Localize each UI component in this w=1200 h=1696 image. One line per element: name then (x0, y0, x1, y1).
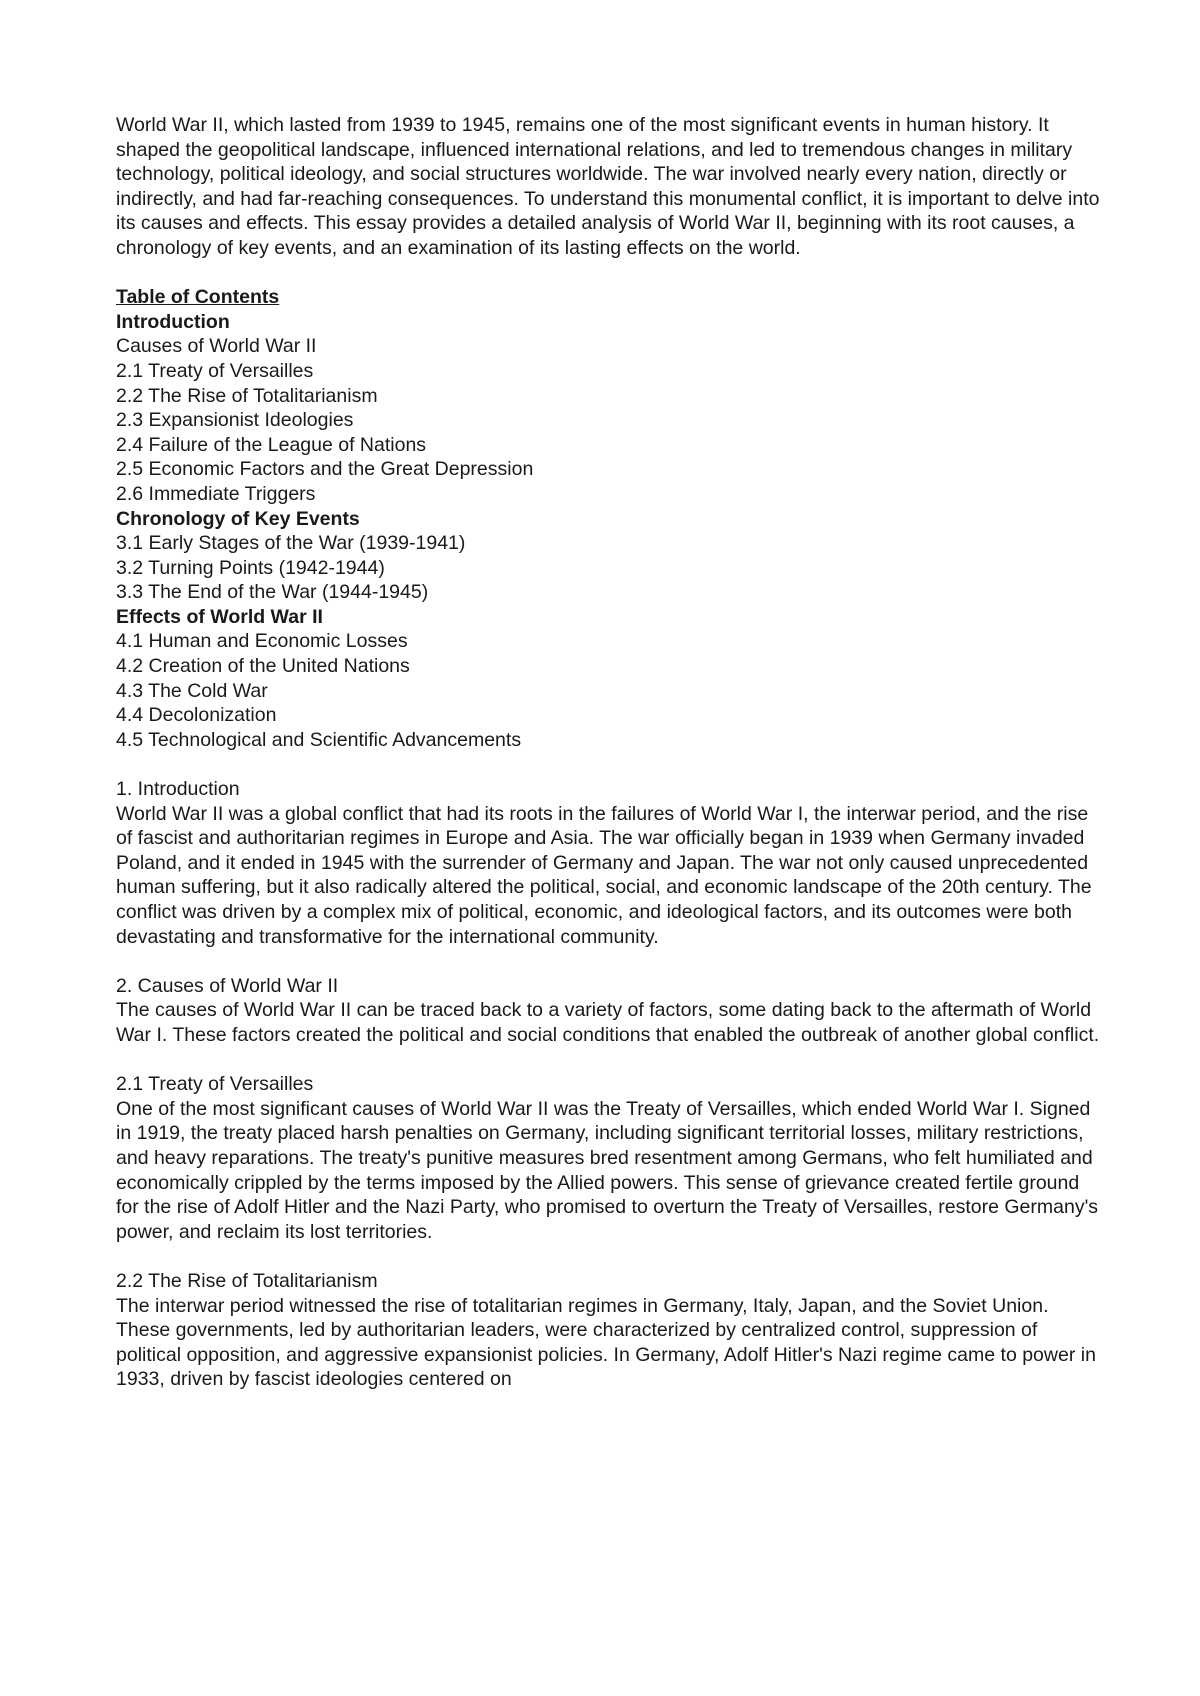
toc-item-4-2: 4.2 Creation of the United Nations (116, 655, 410, 678)
toc-item-2-3: 2.3 Expansionist Ideologies (116, 409, 354, 432)
section-heading-rise-of-totalitarianism: 2.2 The Rise of Totalitarianism (116, 1269, 378, 1292)
toc-item-causes: Causes of World War II (116, 335, 317, 358)
section-body-treaty-of-versailles: One of the most significant causes of World War II was the Treaty of Versailles, which ended World War I. Signed in 1919, the treaty placed harsh penalties on Germany, including significant territorial losses, military restrictions, and heavy reparations. The treaty's punitive measures bred resentment among Germans, who felt humiliated and economically crippled by the terms imposed by the Allied powers. This sense of grievance created fertile ground for the rise of Adolf Hitler and the Nazi Party, who promised to overturn the Treaty of Versailles, restore Germany's power, and reclaim its lost territories. (116, 1097, 1099, 1243)
toc-item-3-3: 3.3 The End of the War (1944-1945) (116, 581, 429, 604)
section-heading-introduction: 1. Introduction (116, 778, 240, 801)
toc-item-effects: Effects of World War II (116, 605, 323, 628)
section-heading-treaty-of-versailles: 2.1 Treaty of Versailles (116, 1073, 314, 1096)
table-of-contents (116, 285, 1101, 752)
document-page (116, 113, 1101, 1392)
toc-item-2-2: 2.2 The Rise of Totalitarianism (116, 384, 378, 407)
section-body-introduction: World War II was a global conflict that had its roots in the failures of World War I, the interwar period, and the rise of fascist and authoritarian regimes in Europe and Asia. The war officially began in 1939 when Germany invaded Poland, and it ended in 1945 with the surrender of Germany and Japan. The war not only caused unprecedented human suffering, but it also radically altered the political, social, and economic landscape of the 20th century. The conflict was driven by a complex mix of political, economic, and ideological factors, and its outcomes were both devastating and transformative for the international community. (116, 802, 1092, 948)
toc-item-4-1: 4.1 Human and Economic Losses (116, 630, 408, 653)
toc-heading: Table of Contents (116, 286, 280, 309)
toc-item-4-3: 4.3 The Cold War (116, 679, 268, 702)
toc-item-2-6: 2.6 Immediate Triggers (116, 482, 316, 505)
toc-item-introduction: Introduction (116, 310, 230, 333)
toc-item-4-5: 4.5 Technological and Scientific Advancements (116, 728, 522, 751)
toc-list (116, 310, 1101, 753)
toc-item-2-5: 2.5 Economic Factors and the Great Depression (116, 458, 534, 481)
toc-item-chronology: Chronology of Key Events (116, 507, 360, 530)
toc-item-3-1: 3.1 Early Stages of the War (1939-1941) (116, 532, 466, 555)
section-heading-causes: 2. Causes of World War II (116, 974, 339, 997)
toc-item-2-4: 2.4 Failure of the League of Nations (116, 433, 427, 456)
section-body-rise-of-totalitarianism: The interwar period witnessed the rise of totalitarian regimes in Germany, Italy, Japan, and the Soviet Union. These governments, led by authoritarian leaders, were characterized by centralized control, suppression of political opposition, and aggressive expansionist policies. In Germany, Adolf Hitler's Nazi regime came to power in 1933, driven by fascist ideologies centered on (116, 1294, 1096, 1391)
toc-item-3-2: 3.2 Turning Points (1942-1944) (116, 556, 385, 579)
section-body-causes: The causes of World War II can be traced back to a variety of factors, some dating back to the aftermath of World War I. These factors created the political and social conditions that enabled the outbreak of another global conflict. (116, 999, 1100, 1046)
toc-item-4-4: 4.4 Decolonization (116, 704, 277, 727)
toc-item-2-1: 2.1 Treaty of Versailles (116, 359, 314, 382)
intro-paragraph: World War II, which lasted from 1939 to 1945, remains one of the most significant events in human history. It shaped the geopolitical landscape, influenced international relations, and led to tremendous changes in military technology, political ideology, and social structures worldwide. The war involved nearly every nation, directly or indirectly, and had far-reaching consequences. To understand this monumental conflict, it is important to delve into its causes and effects. This essay provides a detailed analysis of World War II, beginning with its root causes, a chronology of key events, and an examination of its lasting effects on the world. (116, 114, 1100, 259)
